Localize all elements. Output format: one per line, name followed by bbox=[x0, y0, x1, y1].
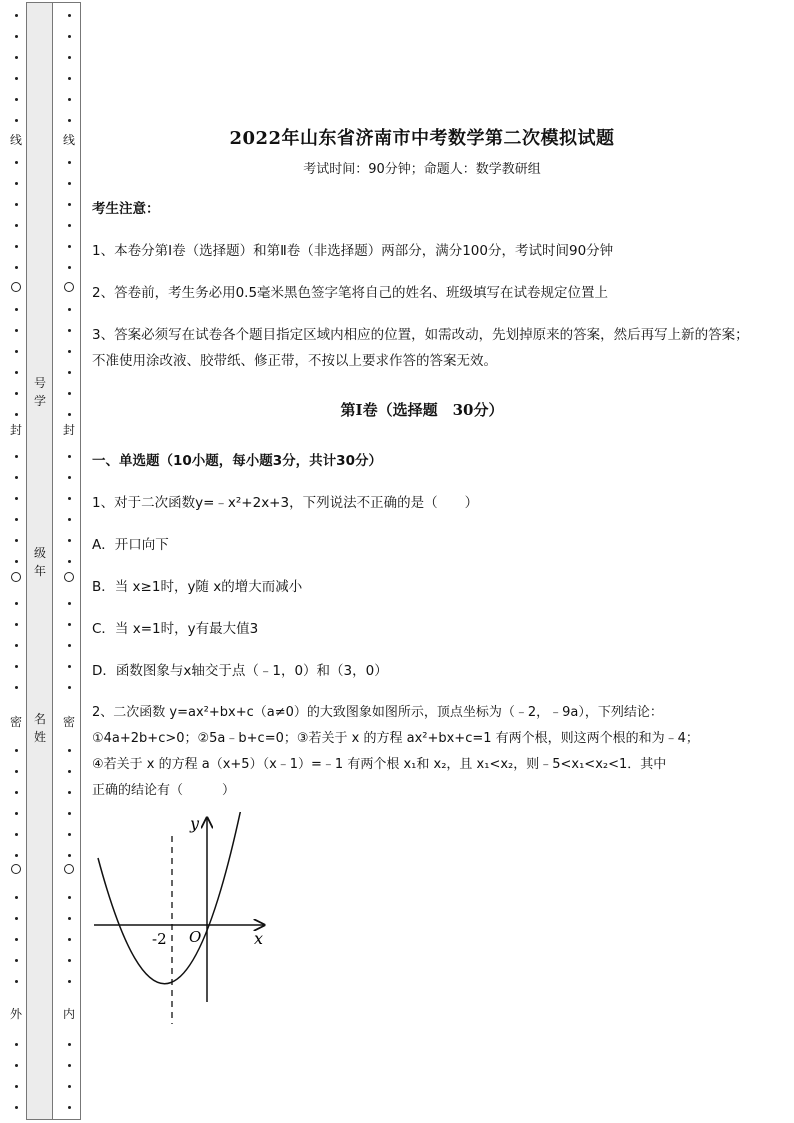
binding-dot bbox=[15, 224, 18, 227]
binding-dot bbox=[68, 1106, 71, 1109]
exam-info: 考试时间：90分钟；命题人：数学教研组 bbox=[303, 162, 541, 177]
binding-dot bbox=[15, 602, 18, 605]
question-1-option-b: B．当 x≥1时，y随 x的增大而减小 bbox=[92, 579, 303, 595]
binding-dot bbox=[68, 455, 71, 458]
binding-dot bbox=[68, 14, 71, 17]
binding-dot bbox=[15, 14, 18, 17]
seal-char-inner-secret: 密 bbox=[62, 715, 75, 729]
binding-dot bbox=[68, 749, 71, 752]
binding-dot bbox=[68, 959, 71, 962]
notice-item-2: 2、答卷前，考生务必用0.5毫米黑色签字笔将自己的姓名、班级填写在试卷规定位置上 bbox=[92, 285, 609, 301]
question-1-option-c: C．当 x=1时，y有最大值3 bbox=[92, 621, 259, 637]
binding-dot bbox=[15, 476, 18, 479]
field-label-student-id: 号 学 bbox=[33, 376, 46, 408]
binding-dot bbox=[68, 329, 71, 332]
notice-item-3: 3、答案必须写在试卷各个题目指定区域内相应的位置，如需改动，先划掉原来的答案，然后再写上新的答案；不准使用涂改液、胶带纸、修正带，不按以上要求作答的答案无效。 bbox=[92, 327, 749, 369]
binding-dot bbox=[15, 245, 18, 248]
seal-char-inner-in: 内 bbox=[62, 1007, 75, 1021]
binding-dot bbox=[15, 749, 18, 752]
binding-dot bbox=[15, 77, 18, 80]
binding-dot bbox=[68, 770, 71, 773]
binding-dot bbox=[68, 98, 71, 101]
page-title: 2022年山东省济南市中考数学第二次模拟试题 bbox=[229, 128, 615, 149]
binding-dot bbox=[68, 371, 71, 374]
binding-dot bbox=[68, 308, 71, 311]
binding-dot bbox=[68, 791, 71, 794]
question-1-stem: 1、对于二次函数y=﹣x²+2x+3，下列说法不正确的是（ ） bbox=[92, 495, 479, 511]
binding-dot bbox=[68, 518, 71, 521]
binding-dot bbox=[15, 413, 18, 416]
seal-char-inner-seal: 封 bbox=[62, 423, 75, 437]
tick-label-neg2: -2 bbox=[152, 930, 167, 948]
binding-dot bbox=[15, 392, 18, 395]
binding-dot bbox=[15, 812, 18, 815]
question-1-option-d: D．函数图象与x轴交于点（﹣1，0）和（3，0） bbox=[92, 663, 388, 679]
binding-dot bbox=[68, 56, 71, 59]
binding-dot bbox=[15, 1043, 18, 1046]
binding-dot bbox=[68, 623, 71, 626]
field-label-name: 名 姓 bbox=[33, 712, 46, 744]
parabola-curve bbox=[98, 812, 242, 984]
binding-dot bbox=[15, 182, 18, 185]
binding-hole-circle bbox=[11, 572, 21, 582]
binding-dot bbox=[15, 161, 18, 164]
binding-dot bbox=[15, 1106, 18, 1109]
binding-dot bbox=[68, 77, 71, 80]
binding-dot bbox=[15, 350, 18, 353]
binding-dot bbox=[68, 350, 71, 353]
notice-item-1: 1、本卷分第I卷（选择题）和第Ⅱ卷（非选择题）两部分，满分100分，考试时间90分钟 bbox=[92, 243, 614, 259]
parabola-figure bbox=[90, 812, 280, 1032]
binding-dot bbox=[15, 56, 18, 59]
binding-dot bbox=[15, 1064, 18, 1067]
binding-dot bbox=[68, 1064, 71, 1067]
notice-heading: 考生注意： bbox=[92, 201, 160, 217]
part-heading: 一、单选题（10小题，每小题3分，共计30分） bbox=[92, 453, 382, 469]
binding-dot bbox=[15, 266, 18, 269]
binding-dot bbox=[68, 1043, 71, 1046]
binding-margin-inner bbox=[53, 2, 81, 1120]
binding-dot bbox=[15, 497, 18, 500]
x-axis-label: x bbox=[254, 929, 264, 948]
binding-dot bbox=[15, 833, 18, 836]
binding-dot bbox=[15, 308, 18, 311]
field-label-class: 级 年 bbox=[33, 546, 46, 578]
binding-dot bbox=[68, 1085, 71, 1088]
seal-char-outer-seal: 封 bbox=[9, 423, 22, 437]
binding-dot bbox=[68, 896, 71, 899]
binding-dot bbox=[68, 392, 71, 395]
binding-dot bbox=[68, 602, 71, 605]
binding-dot bbox=[68, 266, 71, 269]
binding-dot bbox=[15, 371, 18, 374]
binding-dot bbox=[68, 182, 71, 185]
binding-dot bbox=[68, 203, 71, 206]
binding-dot bbox=[15, 539, 18, 542]
binding-dot bbox=[68, 413, 71, 416]
binding-hole-circle bbox=[11, 282, 21, 292]
binding-dot bbox=[15, 203, 18, 206]
binding-dot bbox=[15, 959, 18, 962]
binding-dot bbox=[15, 35, 18, 38]
binding-dot bbox=[15, 1085, 18, 1088]
binding-dot bbox=[68, 980, 71, 983]
binding-dot bbox=[68, 497, 71, 500]
binding-dot bbox=[68, 686, 71, 689]
binding-dot bbox=[68, 35, 71, 38]
section-title: 第I卷（选择题 30分） bbox=[340, 401, 504, 419]
binding-dot bbox=[15, 518, 18, 521]
seal-char-inner-line: 线 bbox=[62, 133, 75, 147]
binding-dot bbox=[15, 686, 18, 689]
binding-dot bbox=[15, 938, 18, 941]
y-axis-label: y bbox=[190, 814, 200, 833]
binding-dot bbox=[68, 476, 71, 479]
question-2-line-3: ④若关于 x 的方程 a（x+5）（x﹣1）=﹣1 有两个根 x₁和 x₂，且 x₁<x₂，则﹣5<x₁<x₂<1．其中 bbox=[92, 757, 667, 772]
binding-dot bbox=[15, 644, 18, 647]
question-2-line-1: 2、二次函数 y=ax²+bx+c（a≠0）的大致图象如图所示，顶点坐标为（﹣2，﹣9a），下列结论： bbox=[92, 705, 663, 720]
binding-dot bbox=[68, 644, 71, 647]
binding-dot bbox=[15, 791, 18, 794]
binding-dot bbox=[68, 833, 71, 836]
binding-hole-circle bbox=[11, 864, 21, 874]
binding-dot bbox=[15, 560, 18, 563]
question-2-line-4: 正确的结论有（ ） bbox=[92, 783, 236, 798]
binding-dot bbox=[15, 665, 18, 668]
binding-dot bbox=[68, 854, 71, 857]
binding-dot bbox=[68, 938, 71, 941]
seal-char-outer-out: 外 bbox=[9, 1007, 22, 1021]
binding-dot bbox=[68, 560, 71, 563]
binding-dot bbox=[68, 245, 71, 248]
binding-hole-circle bbox=[64, 864, 74, 874]
binding-dot bbox=[68, 224, 71, 227]
binding-dot bbox=[15, 854, 18, 857]
binding-dot bbox=[15, 119, 18, 122]
binding-margin-outer bbox=[0, 0, 26, 1123]
binding-dot bbox=[15, 896, 18, 899]
binding-dot bbox=[15, 623, 18, 626]
binding-dot bbox=[15, 770, 18, 773]
binding-dot bbox=[15, 917, 18, 920]
origin-label: O bbox=[189, 928, 202, 946]
binding-hole-circle bbox=[64, 572, 74, 582]
binding-dot bbox=[68, 539, 71, 542]
binding-dot bbox=[15, 98, 18, 101]
binding-dot bbox=[68, 665, 71, 668]
binding-dot bbox=[15, 455, 18, 458]
binding-dot bbox=[15, 980, 18, 983]
question-2-line-2: ①4a+2b+c>0；②5a﹣b+c=0；③若关于 x 的方程 ax²+bx+c=1 有两个根，则这两个根的和为﹣4； bbox=[92, 731, 699, 746]
binding-dot bbox=[68, 917, 71, 920]
binding-dot bbox=[68, 161, 71, 164]
question-1-option-a: A．开口向下 bbox=[92, 537, 169, 553]
binding-dot bbox=[68, 812, 71, 815]
binding-dot bbox=[15, 329, 18, 332]
seal-char-outer-secret: 密 bbox=[9, 715, 22, 729]
binding-dot bbox=[68, 119, 71, 122]
binding-hole-circle bbox=[64, 282, 74, 292]
seal-char-outer-line: 线 bbox=[9, 133, 22, 147]
